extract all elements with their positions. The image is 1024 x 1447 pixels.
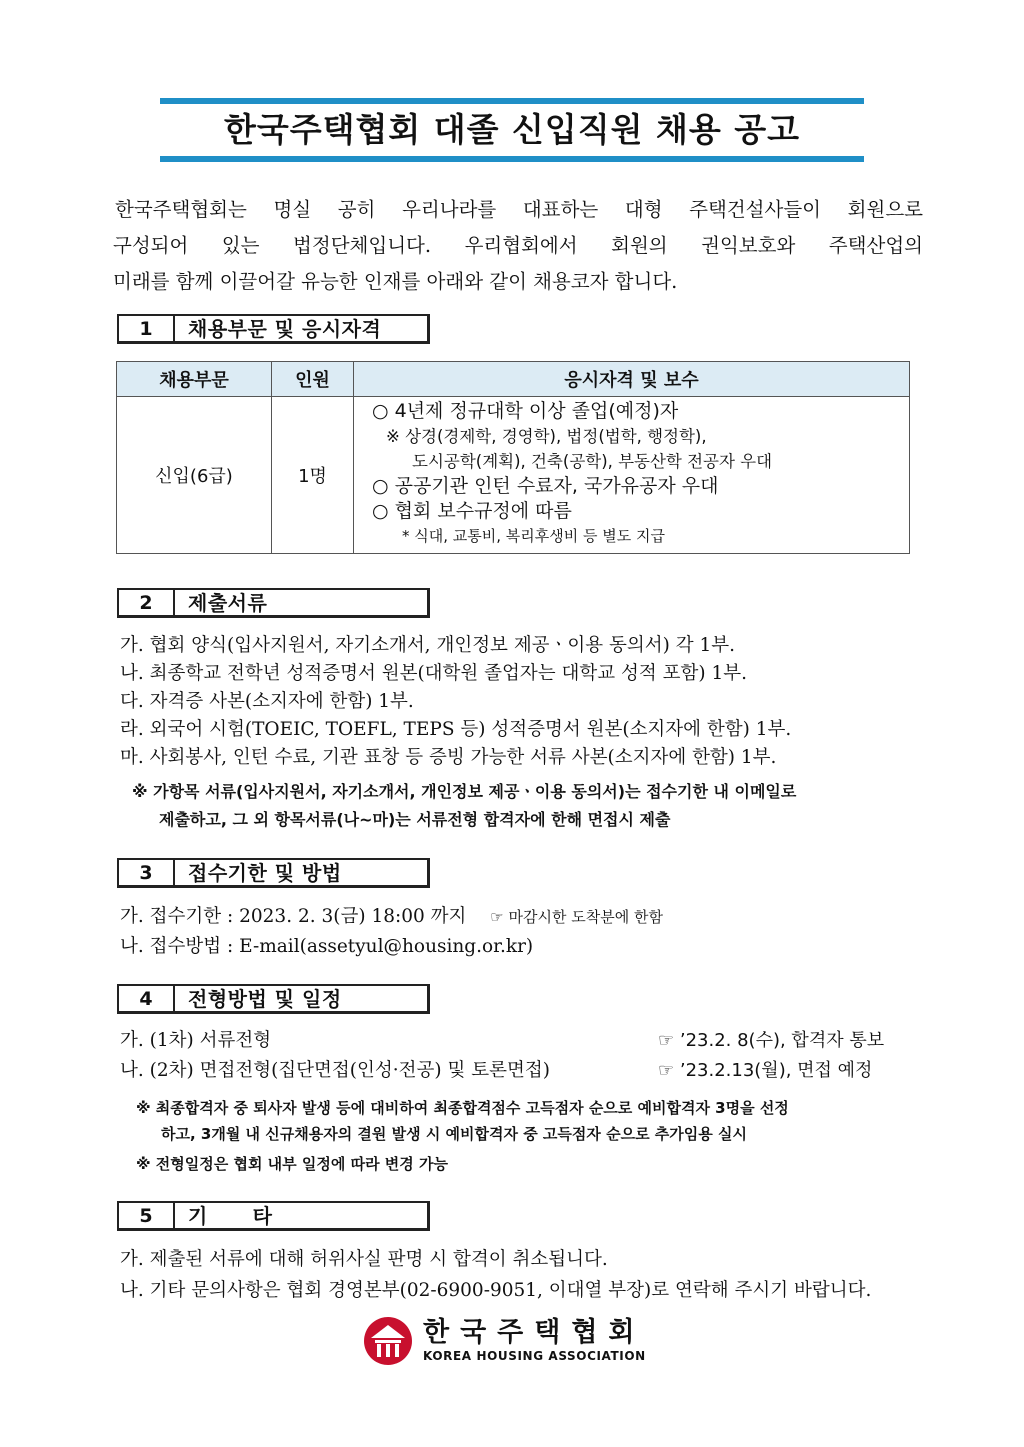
schedule-row [120,1056,920,1086]
page-title: 한국주택협회 대졸 신입직원 채용 공고 [223,110,800,149]
submission-info [120,902,930,962]
section-label: 제출서류 [188,591,268,615]
documents-note-line: 제출하고, 그 외 항목서류(나~마)는 서류전형 합격자에 한해 면접시 제출 [159,810,671,829]
qualification-subitem: * 식대, 교통비, 복리후생비 등 별도 지급 [402,527,665,545]
count-cell: 1명 [272,397,354,554]
qualification-item: ○ 협회 보수규정에 따름 [372,500,572,522]
schedule-row [120,1026,920,1056]
section-header-4 [117,984,430,1014]
list-item: 나. 최종학교 전학년 성적증명서 원본(대학원 졸업자는 대학교 성적 포함) 1부. [120,663,748,684]
section-number: 5 [119,1203,175,1228]
schedule-note-line: ※ 최종합격자 중 퇴사자 발생 등에 대비하여 최종합격점수 고득점자 순으로 예비합격자 3명을 선정 [136,1099,789,1117]
qualification-item: ○ 공공기관 인턴 수료자, 국가유공자 우대 [372,475,719,497]
schedule-note-line: 하고, 3개월 내 신규채용자의 결원 발생 시 예비합격자 중 고득점자 순으로 추가임용 실시 [161,1125,747,1143]
table-row [117,397,910,554]
qualification-item: ○ 4년제 정규대학 이상 졸업(예정)자 [372,400,679,422]
section-label: 기 타 [188,1204,273,1228]
association-logo [363,1316,663,1366]
section-number: 2 [119,590,175,615]
intro-line: 미래를 함께 이끌어갈 유능한 인재를 아래와 같이 채용코자 합니다. [113,270,678,293]
method-line: 나. 접수방법 : E-mail(assetyul@housing.or.kr) [120,936,534,957]
schedule-date: ☞ ’23.2.13(월), 면접 예정 [658,1060,873,1081]
list-item: 가. 제출된 서류에 대해 허위사실 판명 시 합격이 취소됩니다. [120,1249,608,1270]
division-cell: 신입(6급) [117,397,272,554]
section-label: 채용부문 및 응시자격 [188,317,382,341]
deadline-line [120,902,930,932]
section-header-2 [117,588,430,618]
table-header: 인원 [272,362,354,397]
documents-note-line: ※ 가항목 서류(입사지원서, 자기소개서, 개인정보 제공ㆍ이용 동의서)는 접수기한 내 이메일로 [132,782,797,801]
schedule-step: 가. (1차) 서류전형 [120,1030,272,1051]
schedule-date: ☞ ’23.2. 8(수), 합격자 통보 [658,1030,885,1051]
list-item: 마. 사회봉사, 인턴 수료, 기관 표창 등 증빙 가능한 서류 사본(소지자에 한함) 1부. [120,747,777,768]
section-label: 전형방법 및 일정 [188,987,342,1011]
section-header-3 [117,858,430,888]
list-item: 나. 기타 문의사항은 협회 경영본부(02-6900-9051, 이대열 부장)로 연락해 주시기 바랍니다. [120,1280,872,1301]
section-number: 3 [119,860,175,885]
title-top-rule [160,98,864,104]
section-header-5 [117,1201,430,1231]
logo-english-name: KOREA HOUSING ASSOCIATION [423,1349,646,1363]
schedule-step: 나. (2차) 면접전형(집단면접(인성·전공) 및 토론면접) [120,1060,550,1081]
table-header: 채용부문 [117,362,272,397]
deadline-text: 가. 접수기한 : 2023. 2. 3(금) 18:00 까지 [120,906,467,927]
schedule-list [120,1026,920,1086]
table-header-row [117,362,910,397]
schedule-note-line: ※ 전형일정은 협회 내부 일정에 따라 변경 가능 [136,1155,448,1173]
qualification-cell [354,397,910,554]
other-list [120,1244,930,1306]
table-header: 응시자격 및 보수 [354,362,910,397]
qualification-subitem: 도시공학(계획), 건축(공학), 부동산학 전공자 우대 [412,452,773,471]
list-item: 가. 협회 양식(입사지원서, 자기소개서, 개인정보 제공ㆍ이용 동의서) 각 1부. [120,635,736,656]
intro-line: 한국주택협회는 명실 공히 우리나라를 대표하는 대형 주택건설사들이 회원으로 [115,198,923,221]
section-header-1 [117,314,430,344]
qualification-subitem: ※ 상경(경제학, 경영학), 법정(법학, 행정학), [386,427,707,446]
intro-line: 구성되어 있는 법정단체입니다. 우리협회에서 회원의 권익보호와 주택산업의 [113,234,923,257]
intro-paragraph [113,192,923,300]
documents-list [120,632,930,772]
section-label: 접수기한 및 방법 [188,861,342,885]
list-item: 라. 외국어 시험(TOEIC, TOEFL, TEPS 등) 성적증명서 원본(소지자에 한함) 1부. [120,719,792,740]
section-number: 4 [119,986,175,1011]
deadline-note: ☞ 마감시한 도착분에 한함 [490,908,663,926]
house-emblem-icon [363,1316,413,1366]
title-bottom-rule [160,156,864,162]
list-item: 다. 자격증 사본(소지자에 한함) 1부. [120,691,414,712]
section-number: 1 [119,316,175,341]
logo-korean-name: 한국주택협회 [423,1317,646,1348]
recruitment-table [116,361,910,554]
title-block [160,98,864,162]
